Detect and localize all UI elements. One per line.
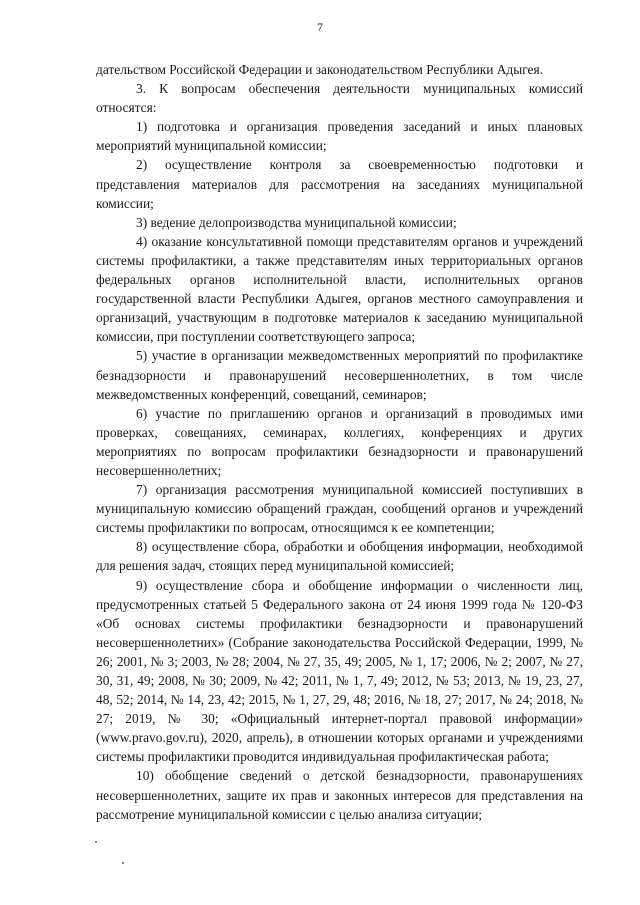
paragraph-continuation: дательством Российской Федерации и законодательством Республики Адыгея. [96, 62, 544, 77]
paragraph-item-6: 6) участие по приглашению органов и организаций в проводимых ими проверках, совещаниях, семинарах, коллегиях, конференциях и других мероприятиях по вопросам профилактики безнадзорности и правонарушений несовершеннолетних; [96, 405, 583, 478]
paragraph-section-3: 3. К вопросам обеспечения деятельности муниципальных комиссий относятся: [96, 81, 583, 116]
paragraph-item-8: 8) осуществление сбора, обработки и обобщения информации, необходимой для решения задач, стоящих перед муниципальной комиссией; [96, 539, 583, 574]
paragraph-item-5: 5) участие в организации межведомственных мероприятий по профилактике безнадзорности и правонарушений несовершеннолетних, в том числе межведомственных конференций, совещаний, семинаров; [96, 348, 583, 402]
paragraph-item-7: 7) организация рассмотрения муниципальной комиссией поступивших в муниципальную комиссию обращений граждан, сообщений органов и учреждений системы профилактики по вопросам, относящимся к ее компетенции; [96, 482, 583, 536]
document-body [96, 60, 583, 824]
paragraph-item-2: 2) осуществление контроля за своевременностью подготовки и представления материалов для рассмотрения на заседаниях муниципальной комиссии; [96, 157, 583, 211]
paragraph-item-4: 4) оказание консультативной помощи представителям органов и учреждений системы профилактики, а также представителям иных территориальных органов федеральных органов исполнительной власти, исполнительных органов государственной власти Республики Адыгея, органов местного самоуправления и организаций, участвующим в подготовке материалов к заседанию муниципальной комиссии, при поступлении соответствующего запроса; [96, 233, 583, 345]
paragraph-item-1: 1) подготовка и организация проведения заседаний и иных плановых мероприятий муниципальной комиссии; [96, 119, 583, 154]
scan-speck [122, 862, 124, 864]
paragraph-item-3: 3) ведение делопроизводства муниципальной комиссии; [136, 214, 457, 230]
scan-speck [95, 841, 97, 843]
paragraph-item-10: 10) обобщение сведений о детской безнадзорности, правонарушениях несовершеннолетних, защите их прав и законных интересов для представления на рассмотрение муниципальной комиссии с целью анализа ситуации; [96, 768, 583, 822]
page-number: 7 [317, 20, 323, 34]
paragraph-item-9: 9) осуществление сбора и обобщение информации о численности лиц, предусмотренных статьей 5 Федерального закона от 24 июня 1999 года № 120-ФЗ «Об основах системы профилактики безнадзорности и правонарушений несовершеннолетних» (Собрание законодательства Российской Федерации, 1999, № 26; 2001, № 3; 2003, № 28; 2004, № 27, 35, 49; 2005, № 1, 17; 2006, № 2; 2007, № 27, 30, 31, 49; 2008, № 30; 2009, № 42; 2011, № 1, 7, 49; 2012, № 53; 2013, № 19, 23, 27, 48, 52; 2014, № 14, 23, 42; 2015, № 1, 27, 29, 48; 2016, № 18, 27; 2017, № 24; 2018, № 27; 2019, № 30; «Официальный интернет-портал правовой информации» (www.pravo.gov.ru), 2020, апрель), в отношении которых органами и учреждениями системы профилактики проводится индивидуальная профилактическая работа; [96, 577, 583, 765]
